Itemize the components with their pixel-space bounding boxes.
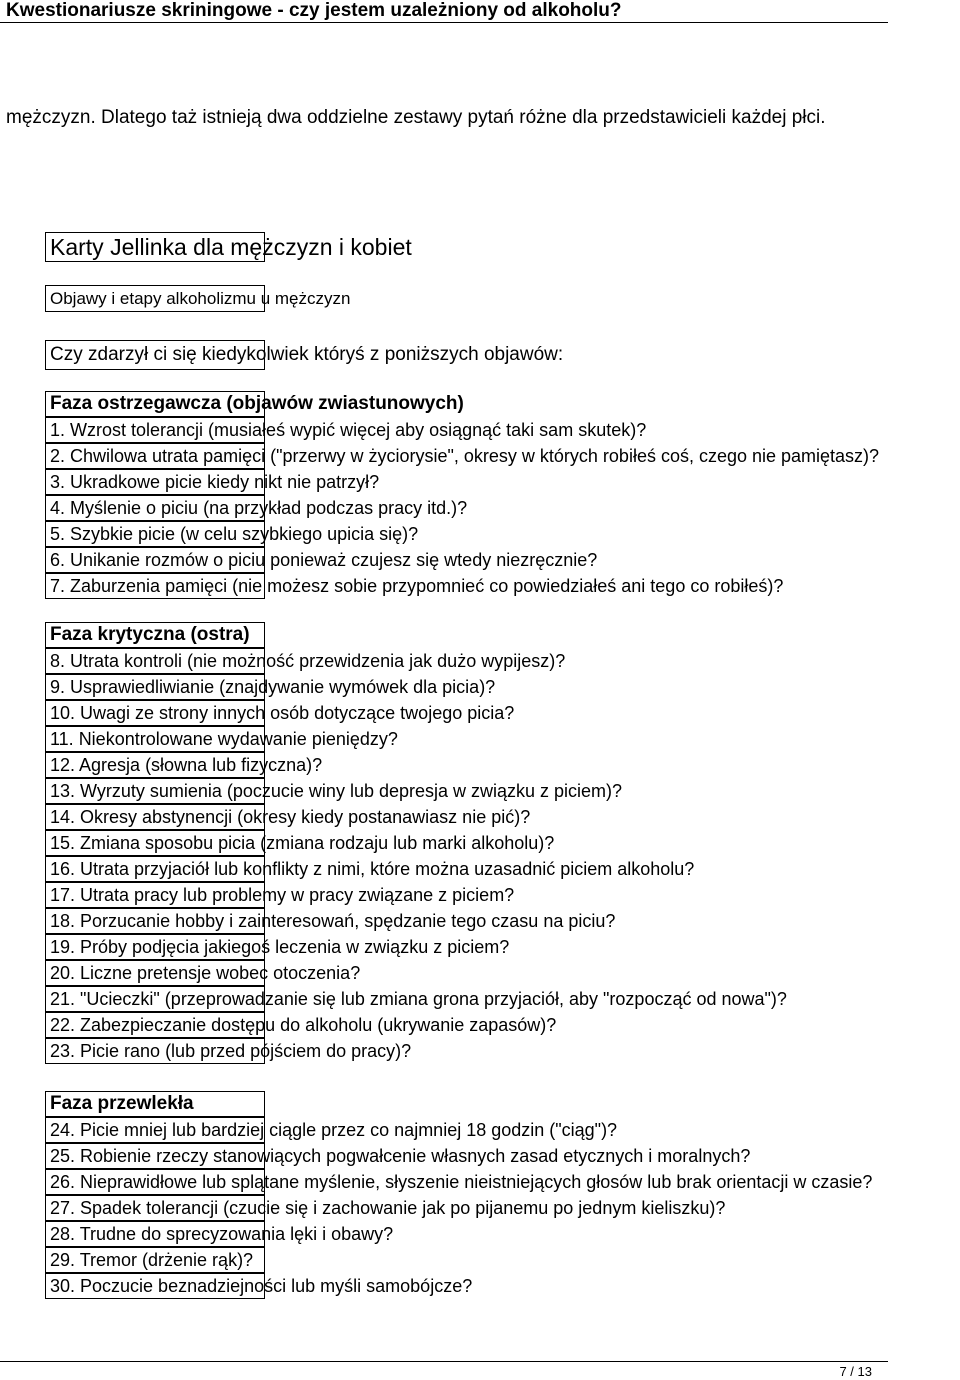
list-item: 23. Picie rano (lub przed pójściem do pracy)? — [50, 1041, 412, 1061]
list-item: 8. Utrata kontroli (nie możność przewidzenia jak dużo wypijesz)? — [50, 651, 566, 671]
list-item: 29. Tremor (drżenie rąk)? — [50, 1250, 254, 1270]
phase-title: Faza ostrzegawcza (objawów zwiastunowych) — [50, 393, 464, 414]
phase-title: Faza krytyczna (ostra) — [50, 624, 250, 645]
list-item: 26. Nieprawidłowe lub splątane myślenie, słyszenie nieistniejących głosów lub brak orientacji w czasie? — [50, 1172, 873, 1192]
list-item: 14. Okresy abstynencji (okresy kiedy postanawiasz nie pić)? — [50, 807, 531, 827]
list-item: 22. Zabezpieczanie dostępu do alkoholu (ukrywanie zapasów)? — [50, 1015, 557, 1035]
phase-title: Faza przewlekła — [50, 1093, 194, 1114]
question-prompt: Czy zdarzył ci się kiedykolwiek któryś z poniższych objawów: — [50, 344, 564, 365]
list-item: 28. Trudne do sprecyzowania lęki i obawy? — [50, 1224, 394, 1244]
list-item: 20. Liczne pretensje wobec otoczenia? — [50, 963, 361, 983]
list-item: 9. Usprawiedliwianie (znajdywanie wymówek dla picia)? — [50, 677, 496, 697]
list-item: 6. Unikanie rozmów o piciu ponieważ czujesz się wtedy niezręcznie? — [50, 550, 598, 570]
list-item: 13. Wyrzuty sumienia (poczucie winy lub depresja w związku z piciem)? — [50, 781, 623, 801]
list-item: 24. Picie mniej lub bardziej ciągle przez co najmniej 18 godzin ("ciąg")? — [50, 1120, 618, 1140]
section-title: Karty Jellinka dla mężczyzn i kobiet — [50, 234, 412, 260]
list-item: 5. Szybkie picie (w celu szybkiego upicia się)? — [50, 524, 419, 544]
list-item: 3. Ukradkowe picie kiedy nikt nie patrzył? — [50, 472, 380, 492]
subtitle: Objawy i etapy alkoholizmu u mężczyzn — [50, 289, 351, 308]
list-item: 15. Zmiana sposobu picia (zmiana rodzaju lub marki alkoholu)? — [50, 833, 555, 853]
list-item: 17. Utrata pracy lub problemy w pracy związane z piciem? — [50, 885, 515, 905]
list-item: 7. Zaburzenia pamięci (nie możesz sobie przypomnieć co powiedziałeś ani tego co robiłeś)? — [50, 576, 784, 596]
list-item: 12. Agresja (słowna lub fizyczna)? — [50, 755, 323, 775]
list-item: 19. Próby podjęcia jakiegoś leczenia w związku z piciem? — [50, 937, 510, 957]
list-item: 18. Porzucanie hobby i zainteresowań, spędzanie tego czasu na piciu? — [50, 911, 616, 931]
list-item: 25. Robienie rzeczy stanowiących pogwałcenie własnych zasad etycznych i moralnych? — [50, 1146, 751, 1166]
list-item: 11. Niekontrolowane wydawanie pieniędzy? — [50, 729, 398, 749]
list-item: 10. Uwagi ze strony innych osób dotyczące twojego picia? — [50, 703, 515, 723]
page-number: 7 / 13 — [839, 1364, 872, 1379]
list-item: 21. "Ucieczki" (przeprowadzanie się lub zmiana grona przyjaciół, aby "rozpocząć od nowa")? — [50, 989, 787, 1009]
list-item: 30. Poczucie beznadziejności lub myśli samobójcze? — [50, 1276, 473, 1296]
list-item: 4. Myślenie o piciu (na przykład podczas pracy itd.)? — [50, 498, 468, 518]
list-item: 2. Chwilowa utrata pamięci ("przerwy w życiorysie", okresy w których robiłeś coś, czego nie pamiętasz)? — [50, 446, 880, 466]
document-header-title: Kwestionariusze skriningowe - czy jestem uzależniony od alkoholu? — [6, 0, 622, 21]
list-item: 27. Spadek tolerancji (czucie się i zachowanie jak po pijanemu po jednym kieliszku)? — [50, 1198, 726, 1218]
intro-paragraph: mężczyzn. Dlatego taż istnieją dwa oddzielne zestawy pytań różne dla przedstawicieli każdej płci. — [6, 107, 826, 128]
list-item: 16. Utrata przyjaciół lub konflikty z nimi, które można uzasadnić piciem alkoholu? — [50, 859, 695, 879]
footer-divider — [0, 1361, 888, 1362]
list-item: 1. Wzrost tolerancji (musiałeś wypić więcej aby osiągnąć taki sam skutek)? — [50, 420, 647, 440]
